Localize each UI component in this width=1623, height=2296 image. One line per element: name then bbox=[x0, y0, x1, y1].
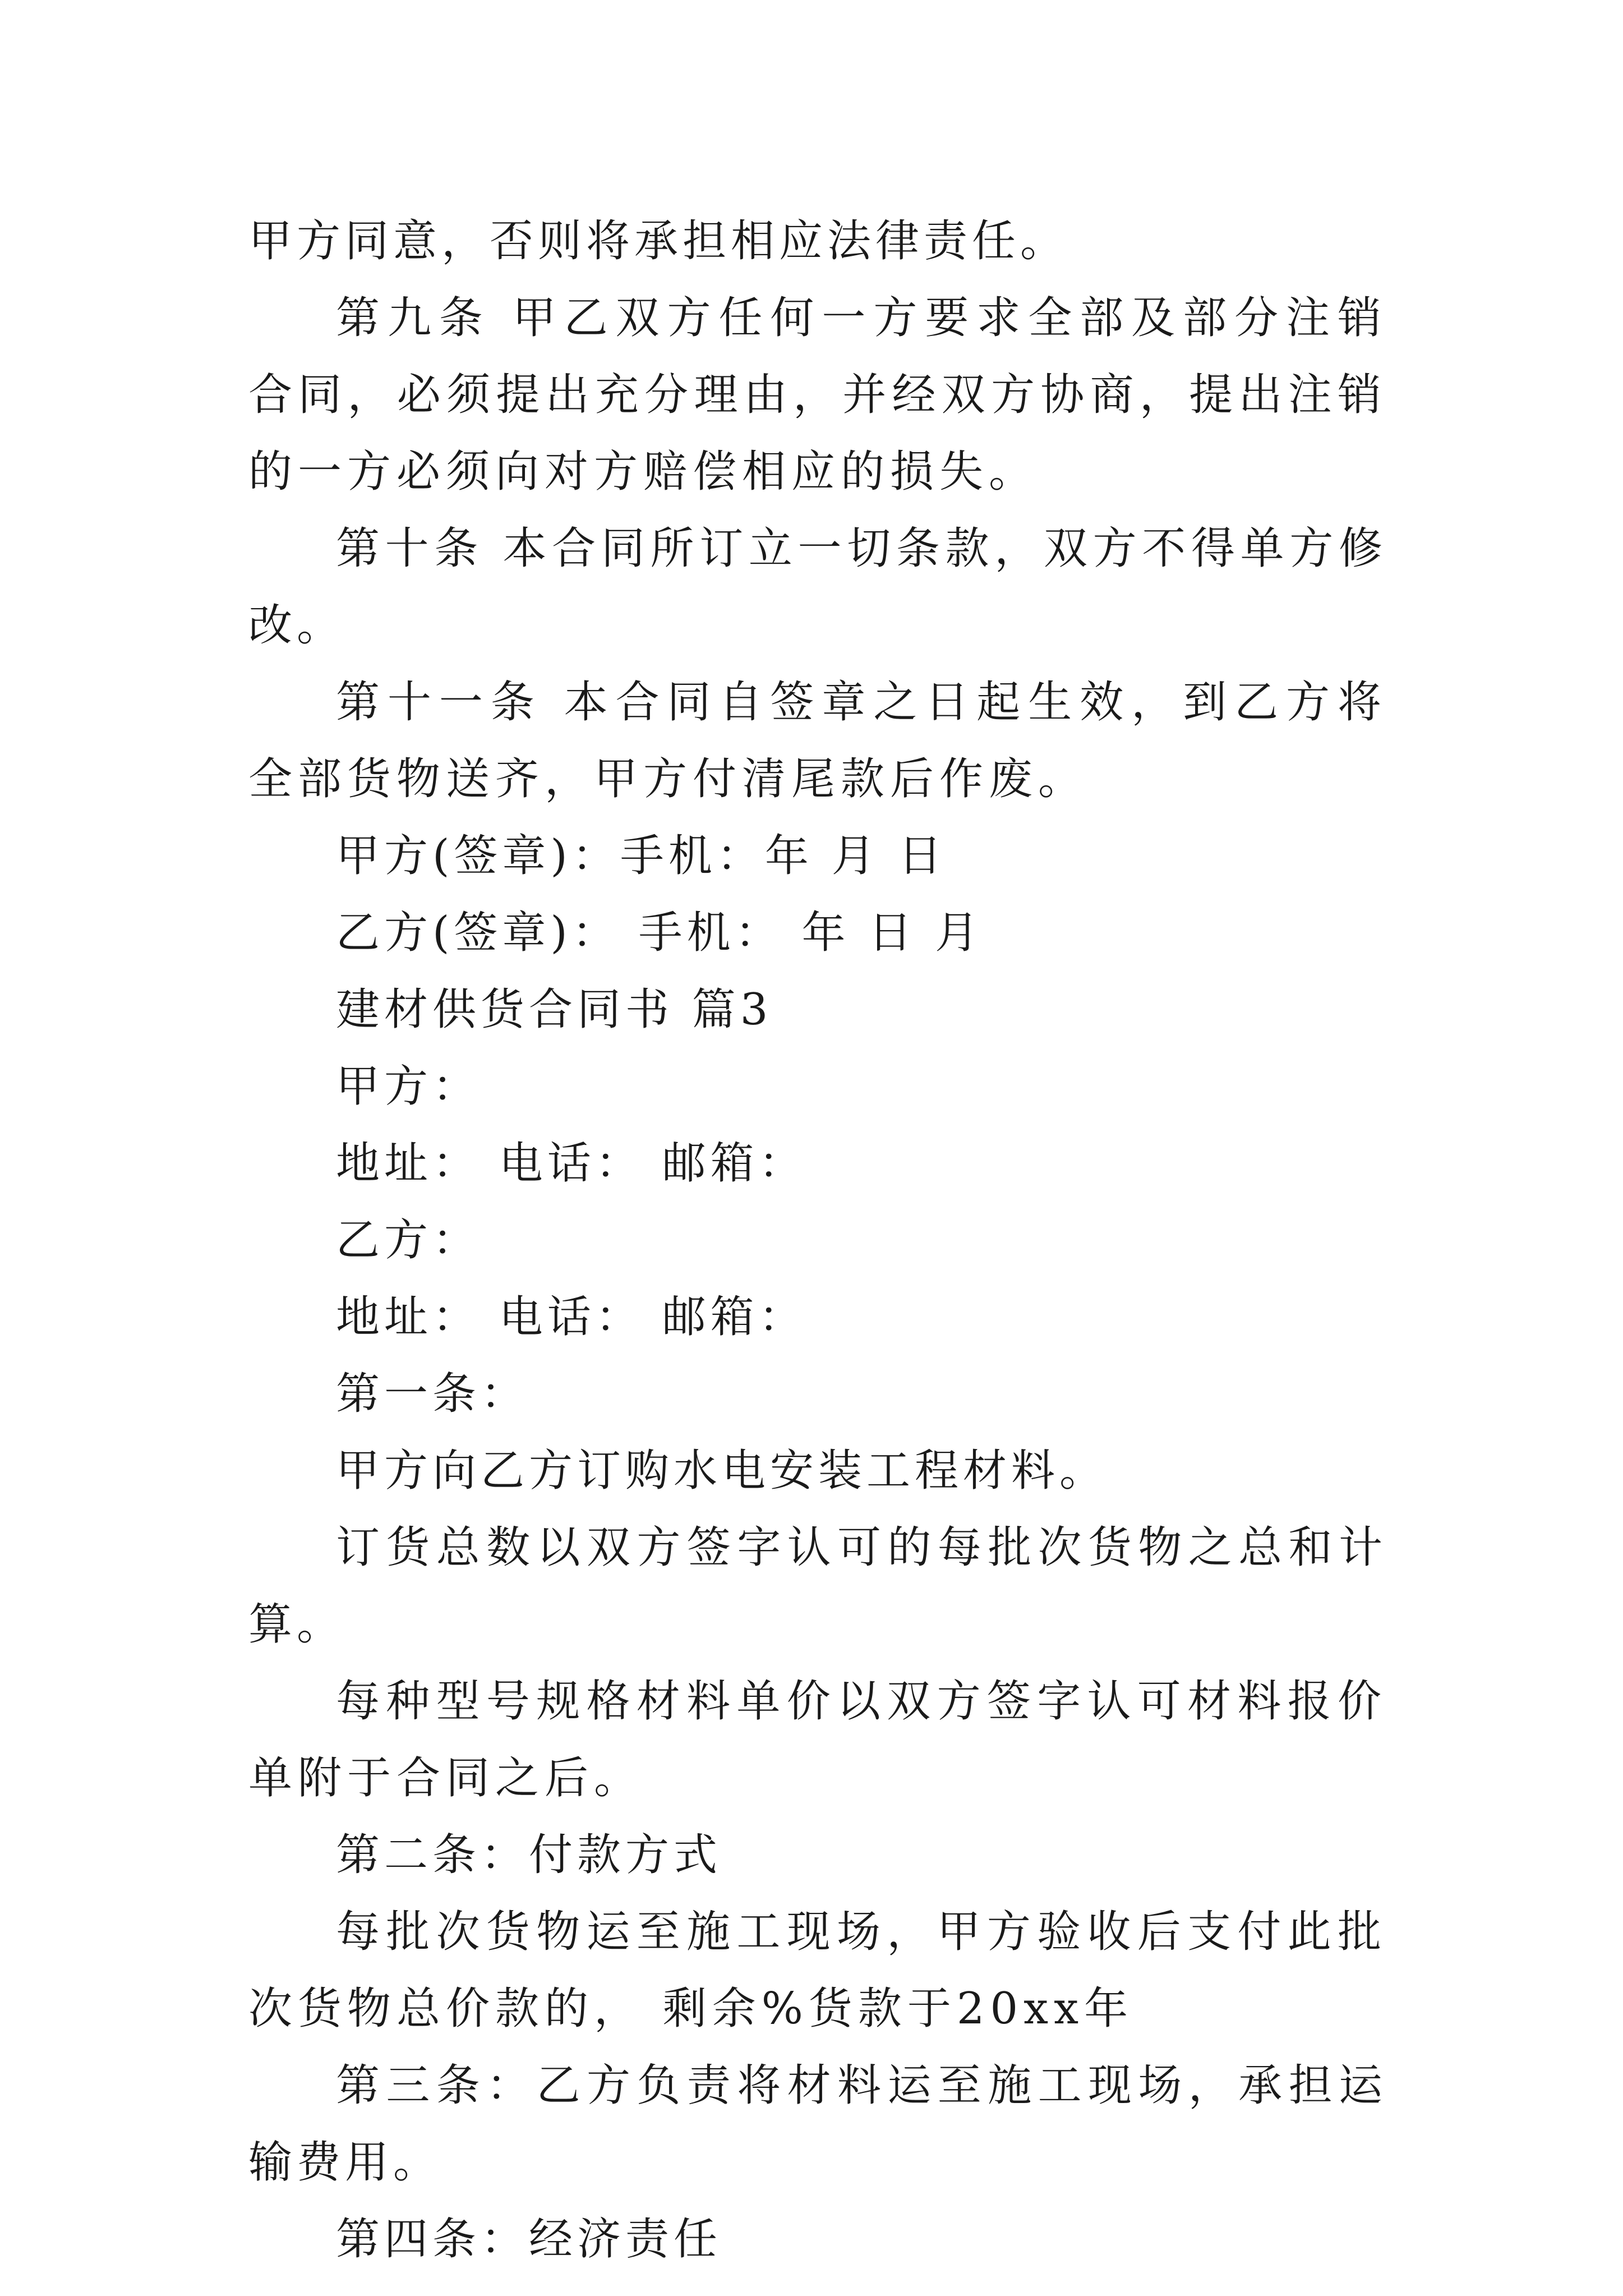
article-1-item-3: 每种型号规格材料单价以双方签字认可材料报价单附于合同之后。 bbox=[248, 1676, 1387, 1803]
article-1-heading: 第一条： bbox=[336, 1369, 529, 1419]
paragraph-consent-clause: 甲方同意，否则将承担相应法律责任。 bbox=[248, 216, 1069, 266]
article-1-item-2: 订货总数以双方签字认可的每批次货物之总和计算。 bbox=[248, 1522, 1387, 1650]
paragraph-article-10: 第十条 本合同所订立一切条款，双方不得单方修改。 bbox=[248, 523, 1387, 651]
article-1-item-1: 甲方向乙方订购水电安装工程材料。 bbox=[336, 1446, 1108, 1496]
signature-party-a: 甲方(签章)：手机：年 月 日 bbox=[336, 831, 947, 881]
article-4-heading: 第四条：经济责任 bbox=[336, 2214, 722, 2265]
paragraph-article-11: 第十一条 本合同自签章之日起生效，到乙方将全部货物送齐，甲方付清尾款后作废。 bbox=[248, 677, 1387, 804]
article-2-heading: 第二条：付款方式 bbox=[336, 1830, 722, 1880]
article-3: 第三条：乙方负责将材料运至施工现场，承担运输费用。 bbox=[248, 2060, 1387, 2188]
article-2-payment: 每批次货物运至施工现场，甲方验收后支付此批次货物总价款的， 剩余%货款于20xx年 bbox=[248, 1907, 1387, 2034]
section-title: 建材供货合同书 篇3 bbox=[336, 984, 773, 1035]
party-b-contact: 地址： 电话： 邮箱： bbox=[336, 1292, 807, 1342]
signature-party-b: 乙方(签章)： 手机： 年 日 月 bbox=[336, 908, 984, 958]
party-a-label: 甲方： bbox=[336, 1061, 481, 1112]
document-body bbox=[248, 203, 1387, 2278]
party-a-contact: 地址： 电话： 邮箱： bbox=[336, 1138, 807, 1189]
paragraph-article-9: 第九条 甲乙双方任何一方要求全部及部分注销合同，必须提出充分理由，并经双方协商，提出注销的一方必须向对方赔偿相应的损失。 bbox=[248, 293, 1387, 497]
party-b-label: 乙方： bbox=[336, 1215, 481, 1266]
